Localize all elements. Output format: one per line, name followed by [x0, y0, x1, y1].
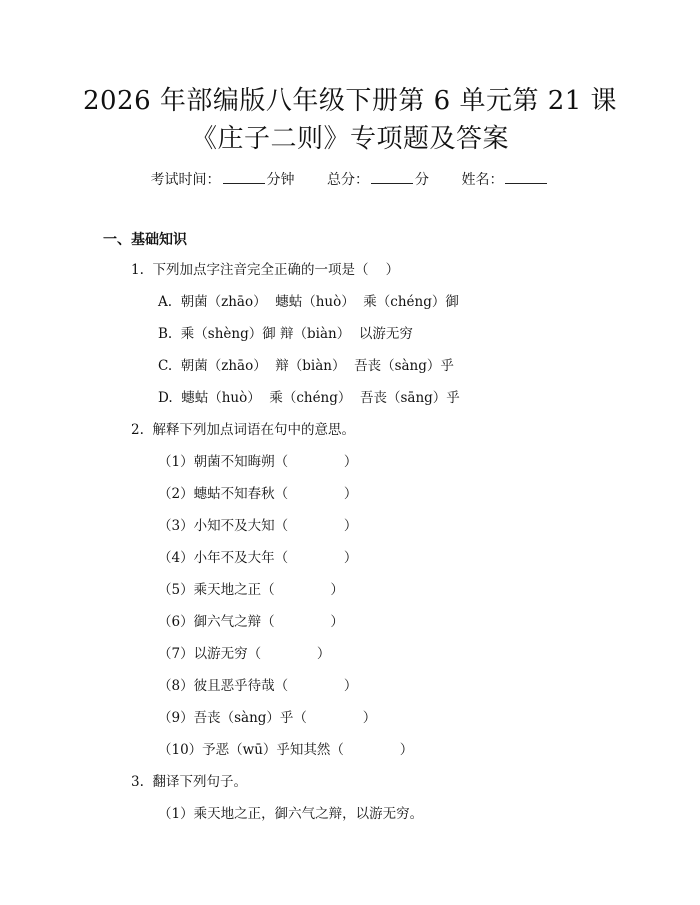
question-2-item: （7）以游无穷（ ）	[158, 646, 331, 662]
question-1-option-b[interactable]: B. 乘（shèng）御 辩（biàn） 以游无穷	[158, 326, 413, 342]
exam-info	[0, 170, 700, 189]
question-3-stem: 3. 翻译下列句子。	[131, 774, 247, 790]
score-unit: 分	[415, 172, 429, 188]
section-heading-basics: 一、基础知识	[103, 232, 187, 248]
question-2-item: （2）蟪蛄不知春秋（ ）	[158, 486, 358, 502]
question-2-item: （6）御六气之辩（ ）	[158, 614, 344, 630]
question-2-item: （1）朝菌不知晦朔（ ）	[158, 454, 358, 470]
question-3-item: （1）乘天地之正，御六气之辩，以游无穷。	[158, 806, 424, 822]
document-title-line-2: 《庄子二则》专项题及答案	[190, 124, 509, 154]
question-2-item: （9）吾丧（sàng）乎（ ）	[158, 710, 377, 726]
exam-time-blank[interactable]	[223, 170, 265, 184]
question-2-item: （3）小知不及大知（ ）	[158, 518, 358, 534]
score-label: 总分：	[327, 172, 369, 188]
exam-time-unit: 分钟	[266, 172, 295, 188]
question-1-option-d[interactable]: D. 蟪蛄（huò） 乘（chéng） 吾丧（sāng）乎	[158, 390, 460, 406]
score-field	[327, 172, 429, 188]
question-1-option-c[interactable]: C. 朝菌（zhāo） 辩（biàn） 吾丧（sàng）乎	[158, 358, 454, 374]
question-2-item: （10）予恶（wū）乎知其然（ ）	[158, 742, 414, 758]
question-2-item: （4）小年不及大年（ ）	[158, 550, 358, 566]
document-title-line-1: 2026 年部编版八年级下册第 6 单元第 21 课	[82, 86, 618, 116]
question-1-stem: 1. 下列加点字注音完全正确的一项是（ ）	[131, 262, 400, 278]
name-label: 姓名：	[461, 172, 504, 188]
exam-time-field	[151, 172, 295, 188]
exam-time-label: 考试时间：	[150, 172, 221, 188]
score-blank[interactable]	[371, 170, 413, 184]
name-blank[interactable]	[505, 170, 547, 184]
question-2-item: （8）彼且恶乎待哉（ ）	[158, 678, 358, 694]
question-2-stem: 2. 解释下列加点词语在句中的意思。	[131, 422, 355, 438]
question-2-item: （5）乘天地之正（ ）	[158, 582, 344, 598]
question-1-option-a[interactable]: A. 朝菌（zhāo） 蟪蛄（huò） 乘（chéng）御	[158, 294, 459, 310]
name-field	[461, 172, 549, 188]
